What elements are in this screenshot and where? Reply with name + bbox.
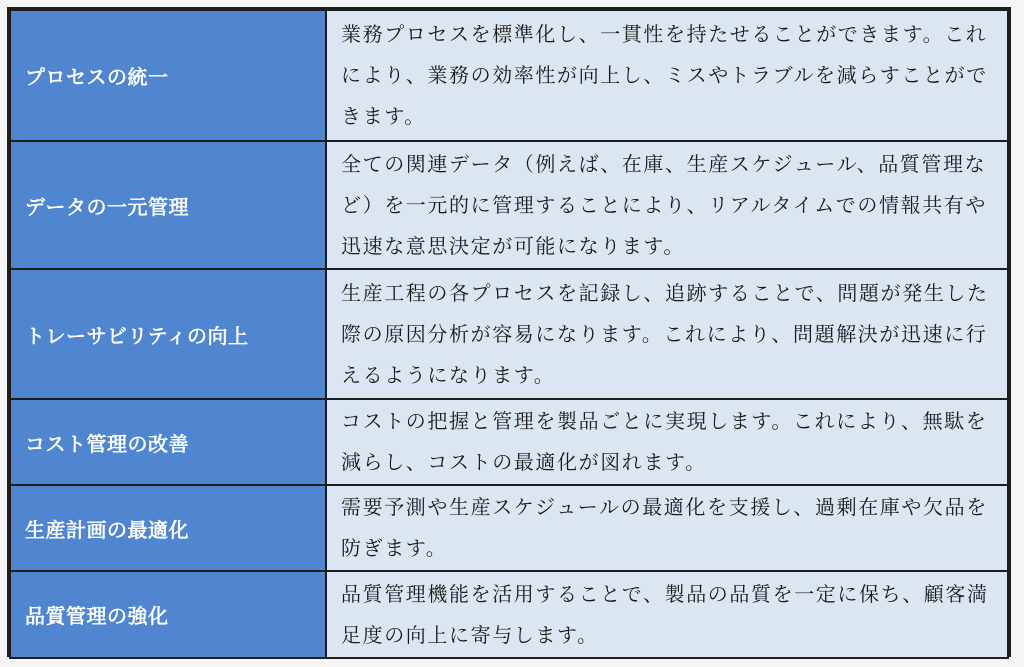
table-row [10,269,1008,399]
row-label: 品質管理の強化 [10,571,326,658]
table-row [10,141,1008,269]
row-description: 全ての関連データ（例えば、在庫、生産スケジュール、品質管理など）を一元的に管理することにより、リアルタイムでの情報共有や迅速な意思決定が可能になります。 [326,141,1008,269]
benefits-table-container [7,7,1011,657]
table-row [10,571,1008,658]
row-label: プロセスの統一 [10,10,326,141]
table-row [10,399,1008,485]
row-description: 業務プロセスを標準化し、一貫性を持たせることができます。これにより、業務の効率性が向上し、ミスやトラブルを減らすことができます。 [326,10,1008,141]
row-description: 需要予測や生産スケジュールの最適化を支援し、過剰在庫や欠品を防ぎます。 [326,485,1008,571]
table-row [10,10,1008,141]
row-label: データの一元管理 [10,141,326,269]
row-description: 品質管理機能を活用することで、製品の品質を一定に保ち、顧客満足度の向上に寄与します。 [326,571,1008,658]
benefits-table [9,9,1009,659]
table-row [10,485,1008,571]
row-label: 生産計画の最適化 [10,485,326,571]
row-description: 生産工程の各プロセスを記録し、追跡することで、問題が発生した際の原因分析が容易になります。これにより、問題解決が迅速に行えるようになります。 [326,269,1008,399]
row-description: コストの把握と管理を製品ごとに実現します。これにより、無駄を減らし、コストの最適化が図れます。 [326,399,1008,485]
row-label: コスト管理の改善 [10,399,326,485]
row-label: トレーサビリティの向上 [10,269,326,399]
